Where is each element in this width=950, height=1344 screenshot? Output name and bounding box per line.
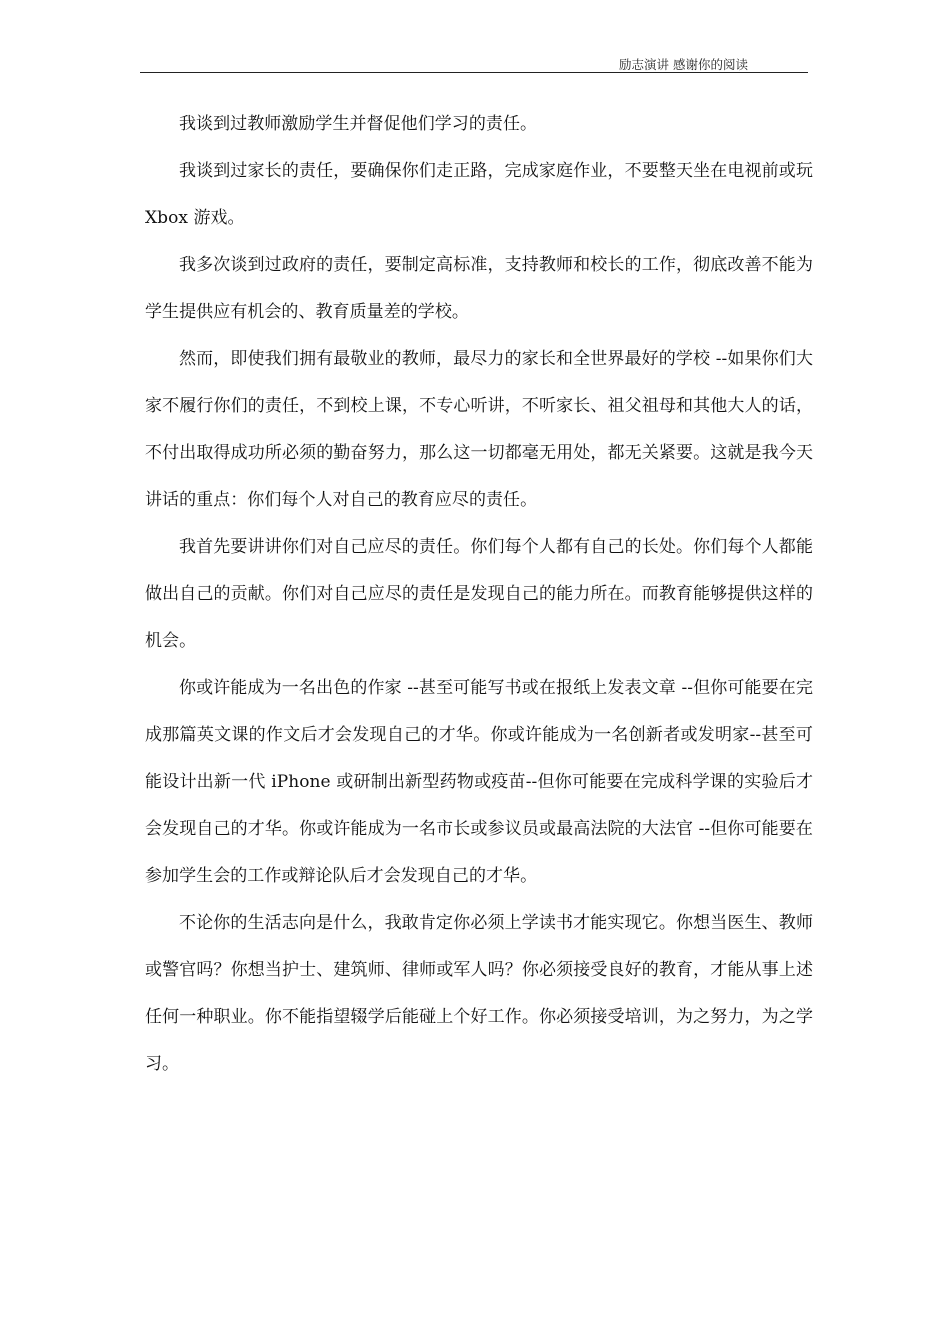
paragraph-6: 你或许能成为一名出色的作家 --甚至可能写书或在报纸上发表文章 --但你可能要在完成那篇英文课的作文后才会发现自己的才华。你或许能成为一名创新者或发明家--甚至可能设计出新一代 iPhone 或研制出新型药物或疫苗--但你可能要在完成科学课的实验后才会发现自己的才华。你或许能成为一名市长或参议员或最高法院的大法官 --但你可能要在参加学生会的工作或辩论队后才会发现自己的才华。 (145, 678, 813, 886)
paragraph-2: 我谈到过家长的责任，要确保你们走正路，完成家庭作业，不要整天坐在电视前或玩 Xbox 游戏。 (145, 161, 813, 228)
header-text: 励志演讲 感谢你的阅读 (619, 57, 748, 72)
document-body (145, 101, 813, 1088)
page-header (140, 48, 808, 73)
paragraph-1: 我谈到过教师激励学生并督促他们学习的责任。 (179, 114, 538, 134)
paragraph-3: 我多次谈到过政府的责任，要制定高标准，支持教师和校长的工作，彻底改善不能为学生提供应有机会的、教育质量差的学校。 (145, 255, 813, 322)
paragraph-7: 不论你的生活志向是什么，我敢肯定你必须上学读书才能实现它。你想当医生、教师或警官吗？你想当护士、建筑师、律师或军人吗？你必须接受良好的教育，才能从事上述任何一种职业。你不能指望辍学后能碰上个好工作。你必须接受培训，为之努力，为之学习。 (145, 913, 813, 1074)
paragraph-4: 然而，即使我们拥有最敬业的教师，最尽力的家长和全世界最好的学校 --如果你们大家不履行你们的责任，不到校上课，不专心听讲，不听家长、祖父祖母和其他大人的话，不付出取得成功所必须的勤奋努力，那么这一切都毫无用处，都无关紧要。这就是我今天讲话的重点：你们每个人对自己的教育应尽的责任。 (145, 349, 813, 510)
paragraph-5: 我首先要讲讲你们对自己应尽的责任。你们每个人都有自己的长处。你们每个人都能做出自己的贡献。你们对自己应尽的责任是发现自己的能力所在。而教育能够提供这样的机会。 (145, 537, 813, 651)
